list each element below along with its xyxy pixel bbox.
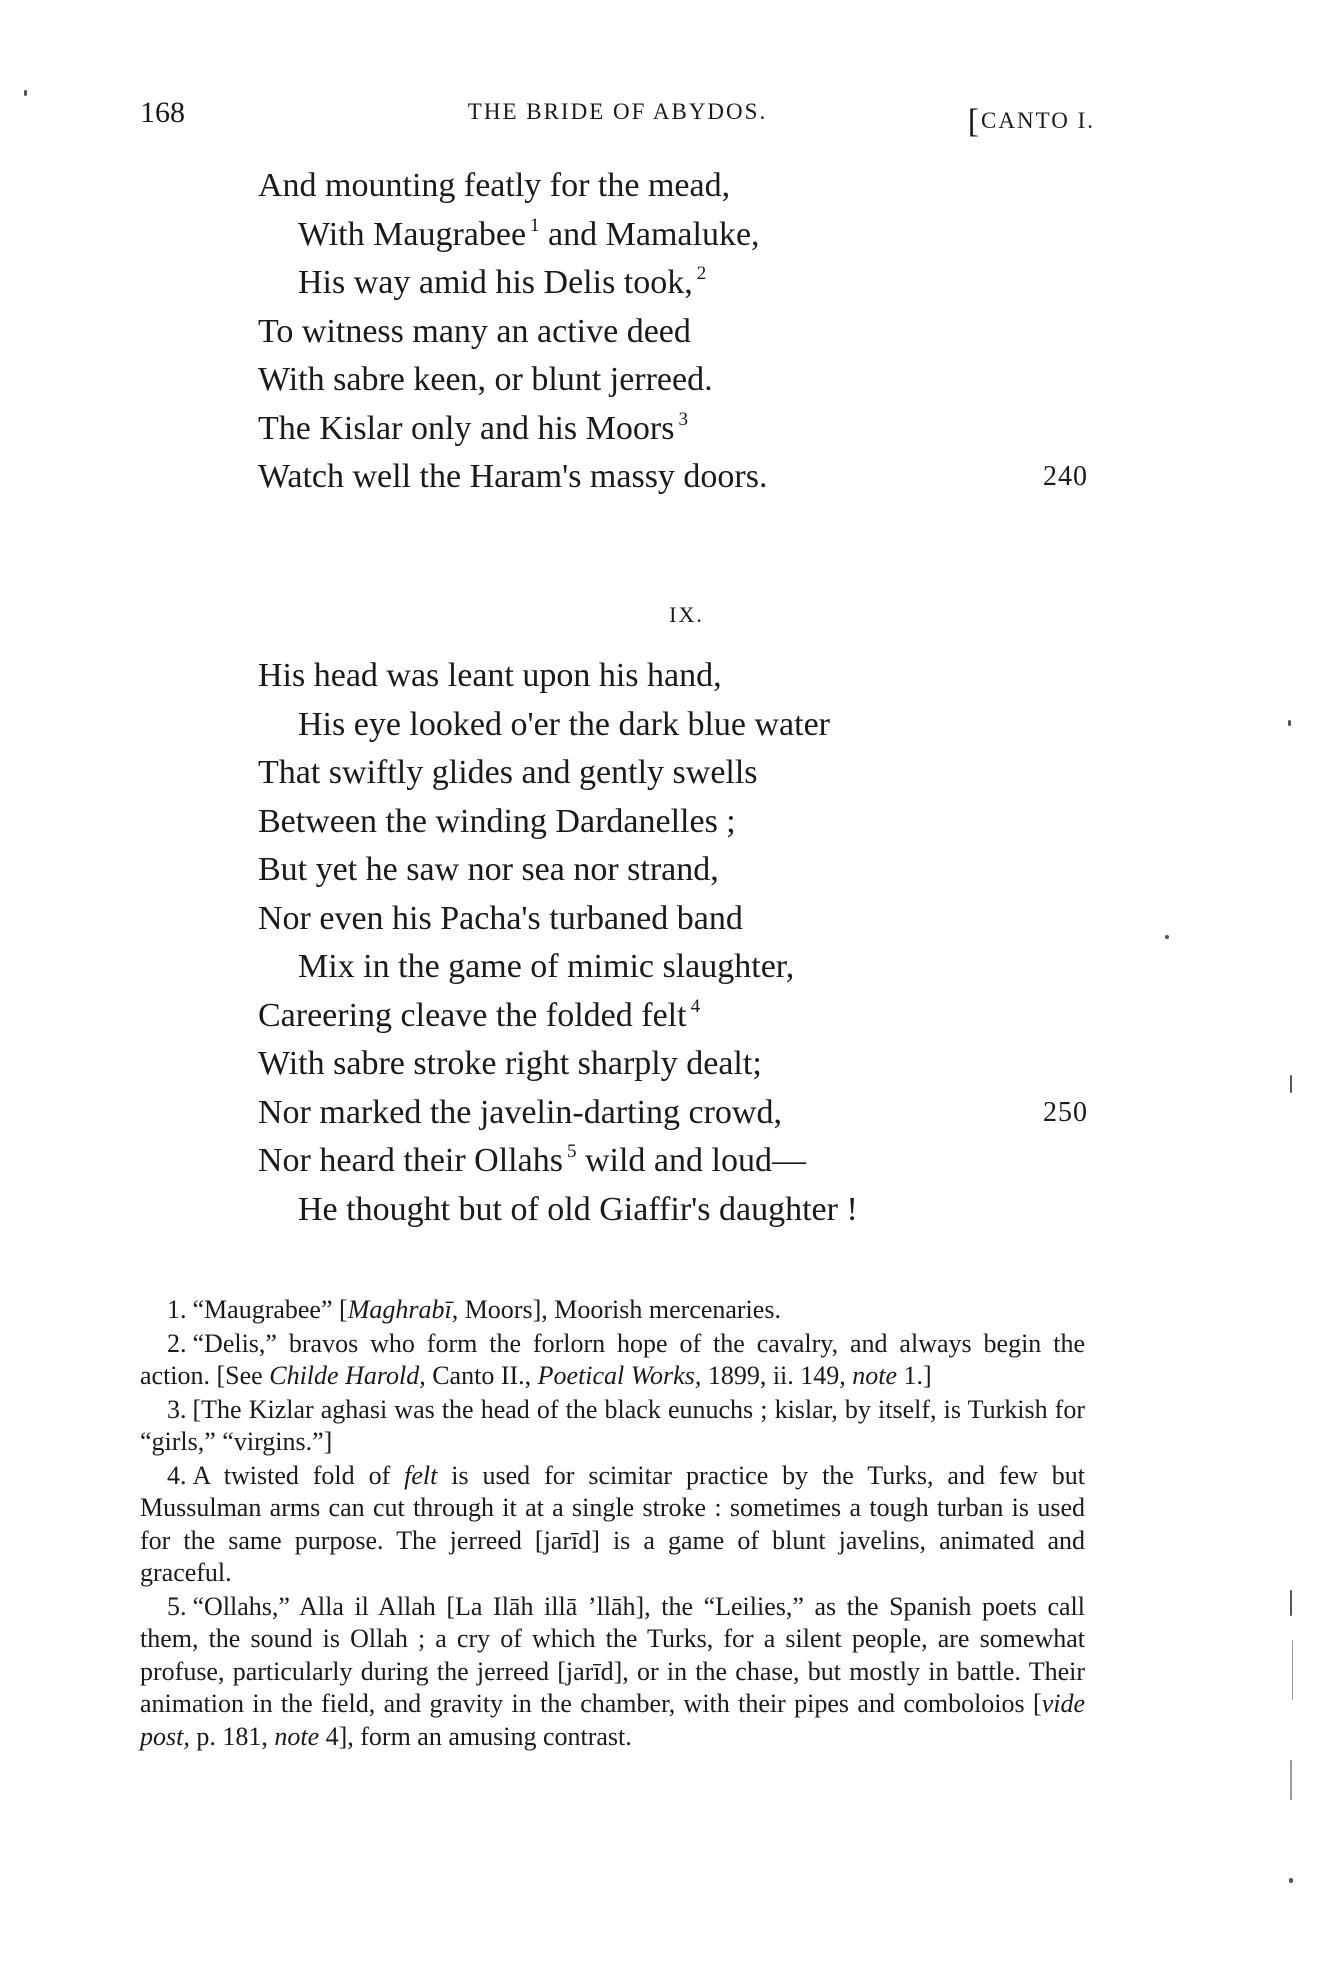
verse-text: His way amid his Delis took, bbox=[298, 264, 693, 301]
footnote-text: 1.] bbox=[897, 1361, 932, 1390]
footnote-text: 1899, ii. 149, bbox=[701, 1361, 853, 1390]
footnote-italic: note bbox=[852, 1361, 898, 1390]
scan-speck bbox=[1165, 935, 1169, 939]
footnote-italic: Childe Harold, bbox=[269, 1361, 426, 1390]
running-title: THE BRIDE OF ABYDOS. bbox=[467, 99, 768, 124]
verse-text: and Mamaluke, bbox=[539, 215, 760, 253]
footnote-number: 5. bbox=[167, 1591, 187, 1621]
footnote-3 bbox=[140, 1394, 1085, 1459]
verse-line bbox=[258, 405, 1088, 454]
scan-speck bbox=[1289, 1878, 1293, 1883]
scan-speck bbox=[1288, 720, 1291, 726]
page-number: 168 bbox=[140, 96, 185, 129]
verse-line bbox=[258, 453, 1088, 502]
stanza-viii-ending bbox=[258, 162, 1088, 502]
verse-line: Nor even his Pacha's turbaned band bbox=[258, 899, 743, 937]
footnote-text: “Maugrabee” [ bbox=[192, 1295, 348, 1324]
footnote-number: 1. bbox=[167, 1295, 187, 1324]
verse-line: That swiftly glides and gently swells bbox=[258, 754, 758, 791]
scan-speck bbox=[1292, 1640, 1293, 1700]
running-header bbox=[140, 96, 1095, 140]
verse-line bbox=[258, 1089, 1088, 1138]
footnote-ref-3: 3 bbox=[678, 408, 688, 430]
verse-line: And mounting featly for the mead, bbox=[258, 167, 731, 204]
verse-line: With sabre keen, or blunt jerreed. bbox=[258, 361, 713, 398]
canto-text: CANTO I. bbox=[981, 108, 1095, 133]
verse-line: With sabre stroke right sharply dealt; bbox=[258, 1045, 762, 1082]
footnote-text: 4], form an amusing contrast. bbox=[319, 1721, 632, 1751]
footnote-ref-1: 1 bbox=[530, 214, 540, 236]
footnote-text: “Delis,” bravos who form the forlorn hope of the cavalry, and always begin the action. [See bbox=[140, 1328, 1085, 1390]
footnote-italic: Poetical Works, bbox=[537, 1361, 702, 1390]
footnotes bbox=[140, 1294, 1085, 1754]
stanza-numeral: IX. bbox=[669, 602, 704, 627]
footnote-italic: felt bbox=[404, 1460, 438, 1490]
footnote-5 bbox=[140, 1591, 1085, 1754]
verse-text: Careering cleave the folded felt bbox=[258, 996, 687, 1034]
line-number: 240 bbox=[1043, 461, 1088, 492]
verse-line bbox=[258, 211, 1088, 260]
scan-speck bbox=[1290, 1760, 1292, 1800]
footnote-ref-2: 2 bbox=[696, 263, 707, 284]
stanza-ix bbox=[258, 652, 1088, 1234]
canto-bracket: [ bbox=[967, 103, 982, 140]
verse-text: wild and loud— bbox=[576, 1142, 806, 1179]
scan-speck bbox=[1290, 1075, 1292, 1093]
footnote-text: Canto II., bbox=[425, 1361, 538, 1390]
footnote-number: 2. bbox=[167, 1328, 187, 1358]
verse-line: But yet he saw nor sea nor strand, bbox=[258, 851, 719, 888]
line-number: 250 bbox=[1043, 1096, 1088, 1128]
footnote-4 bbox=[140, 1460, 1085, 1590]
verse-line: To witness many an active deed bbox=[258, 312, 691, 350]
verse-line: Between the winding Dardanelles ; bbox=[258, 802, 736, 840]
canto-label bbox=[967, 99, 1095, 140]
footnote-text: Moors], Moorish mercenaries. bbox=[458, 1295, 781, 1324]
footnote-text: is used for scimitar practice by the Turks, and few but Mussulman arms can cut through it at a single stroke : sometimes a tough turban is used for the same purpose. The jerreed [jarīd] is a game of blunt javelins, animated and graceful. bbox=[140, 1460, 1085, 1587]
footnote-2 bbox=[140, 1328, 1085, 1393]
footnote-number: 4. bbox=[167, 1460, 187, 1490]
verse-text: The Kislar only and his Moors bbox=[258, 409, 675, 447]
footnote-number: 3. bbox=[167, 1394, 187, 1424]
verse-text: Watch well the Haram's massy doors. bbox=[258, 458, 768, 495]
verse-text: Nor marked the javelin-darting crowd, bbox=[258, 1093, 782, 1131]
verse-line bbox=[258, 992, 1088, 1041]
footnote-1 bbox=[140, 1294, 1085, 1327]
verse-line bbox=[258, 259, 1088, 308]
scan-speck bbox=[1290, 1590, 1292, 1616]
verse-line: His eye looked o'er the dark blue water bbox=[298, 705, 830, 743]
footnote-ref-5: 5 bbox=[566, 1141, 577, 1162]
footnote-text: A twisted fold of bbox=[192, 1460, 405, 1490]
verse-line: His head was leant upon his hand, bbox=[258, 657, 722, 694]
footnote-text: p. 181, bbox=[189, 1721, 275, 1751]
footnote-italic: note bbox=[274, 1721, 320, 1751]
verse-line: He thought but of old Giaffir's daughter ! bbox=[298, 1190, 858, 1228]
verse-line bbox=[258, 1137, 1088, 1186]
stanza-heading bbox=[0, 602, 1317, 628]
footnote-text: “Ollahs,” Alla il Allah [La Ilāh illā ’llāh], the “Leilies,” as the Spanish poets call them, the sound is Ollah ; a cry of which the Turks, for a silent people, are somewhat profuse, particularly during the jerreed [jarīd], or in the chase, but mostly in battle. Their animation in the field, and gravity in the chamber, with their pipes and comboloios [ bbox=[140, 1591, 1085, 1718]
footnote-ref-4: 4 bbox=[690, 995, 701, 1017]
footnote-italic: vide post, bbox=[140, 1689, 1085, 1751]
verse-text: Nor heard their Ollahs bbox=[258, 1142, 563, 1179]
scan-speck bbox=[24, 90, 27, 96]
footnote-italic: Maghrabī, bbox=[347, 1295, 459, 1324]
verse-line: Mix in the game of mimic slaughter, bbox=[298, 948, 795, 985]
verse-text: With Maugrabee bbox=[298, 215, 527, 253]
footnote-text: [The Kizlar aghasi was the head of the black eunuchs ; kislar, by itself, is Turkish for “girls,” “virgins.”] bbox=[140, 1394, 1085, 1456]
